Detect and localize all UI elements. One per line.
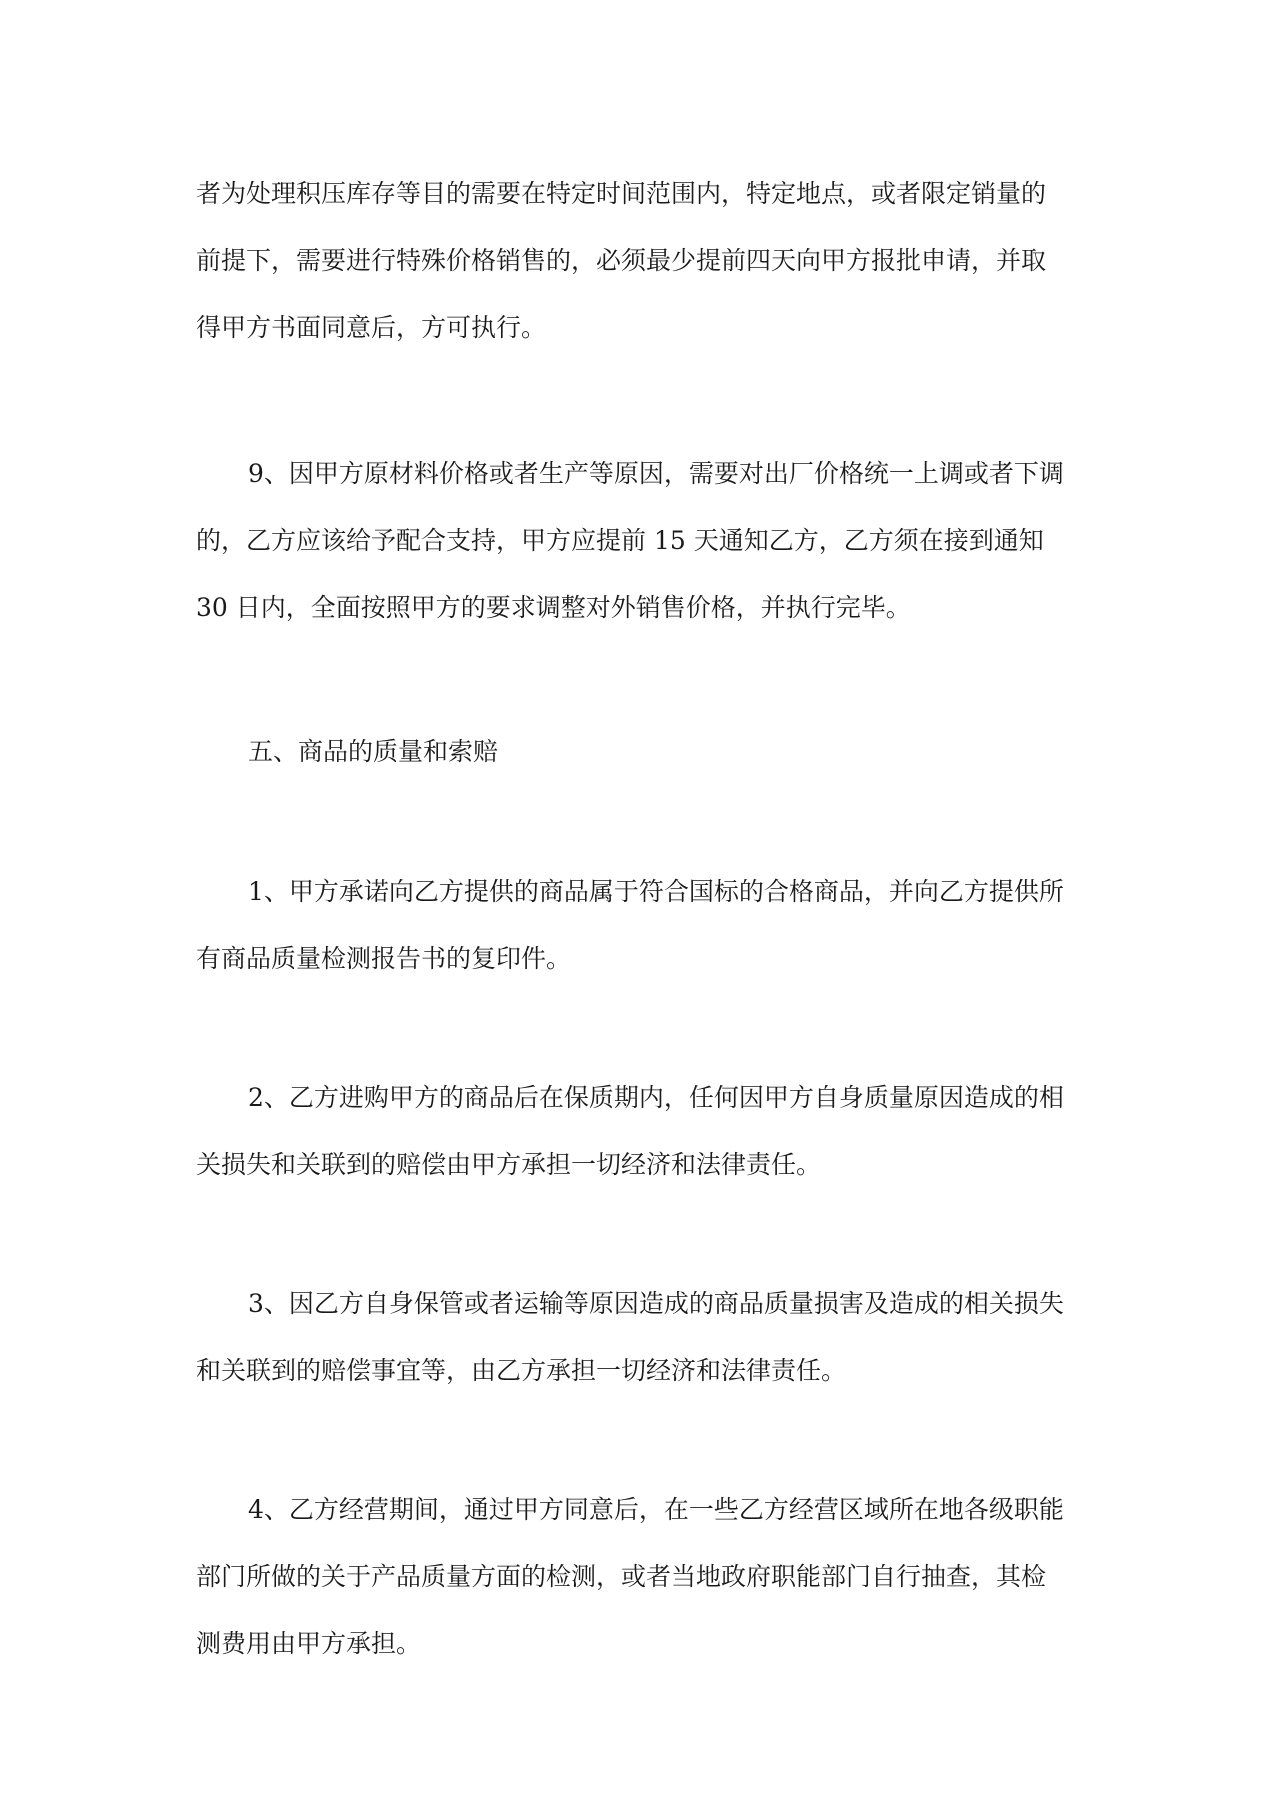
paragraph-item-9 bbox=[196, 440, 1096, 641]
paragraph-item-5-2 bbox=[196, 1064, 1096, 1198]
text-line: 3、因乙方自身保管或者运输等原因造成的商品质量损害及造成的相关损失 bbox=[248, 1289, 1064, 1318]
text-line: 30 日内，全面按照甲方的要求调整对外销售价格，并执行完毕。 bbox=[196, 593, 911, 622]
text-line: 9、因甲方原材料价格或者生产等原因，需要对出厂价格统一上调或者下调 bbox=[248, 459, 1064, 488]
text-line: 有商品质量检测报告书的复印件。 bbox=[196, 944, 572, 973]
paragraph-item-5-1 bbox=[196, 858, 1096, 992]
text-line: 部门所做的关于产品质量方面的检测，或者当地政府职能部门自行抽查，其检 bbox=[196, 1562, 1047, 1591]
paragraph-continued bbox=[196, 160, 1096, 361]
text-line: 者为处理积压库存等目的需要在特定时间范围内，特定地点，或者限定销量的 bbox=[196, 179, 1047, 208]
text-line: 关损失和关联到的赔偿由甲方承担一切经济和法律责任。 bbox=[196, 1150, 822, 1179]
text-line: 得甲方书面同意后，方可执行。 bbox=[196, 313, 547, 342]
heading-line: 五、商品的质量和索赔 bbox=[248, 737, 499, 766]
text-line: 的，乙方应该给予配合支持，甲方应提前 15 天通知乙方，乙方须在接到通知 bbox=[196, 526, 1044, 555]
text-line: 2、乙方进购甲方的商品后在保质期内，任何因甲方自身质量原因造成的相 bbox=[248, 1083, 1064, 1112]
text-line: 测费用由甲方承担。 bbox=[196, 1629, 422, 1658]
text-line: 和关联到的赔偿事宜等，由乙方承担一切经济和法律责任。 bbox=[196, 1356, 847, 1385]
text-line: 4、乙方经营期间，通过甲方同意后，在一些乙方经营区域所在地各级职能 bbox=[248, 1495, 1064, 1524]
paragraph-item-5-4 bbox=[196, 1476, 1096, 1677]
section-heading-quality-claims bbox=[196, 718, 1096, 785]
paragraph-item-5-3 bbox=[196, 1270, 1096, 1404]
text-line: 前提下，需要进行特殊价格销售的，必须最少提前四天向甲方报批申请，并取 bbox=[196, 246, 1047, 275]
text-line: 1、甲方承诺向乙方提供的商品属于符合国标的合格商品，并向乙方提供所 bbox=[248, 877, 1064, 906]
